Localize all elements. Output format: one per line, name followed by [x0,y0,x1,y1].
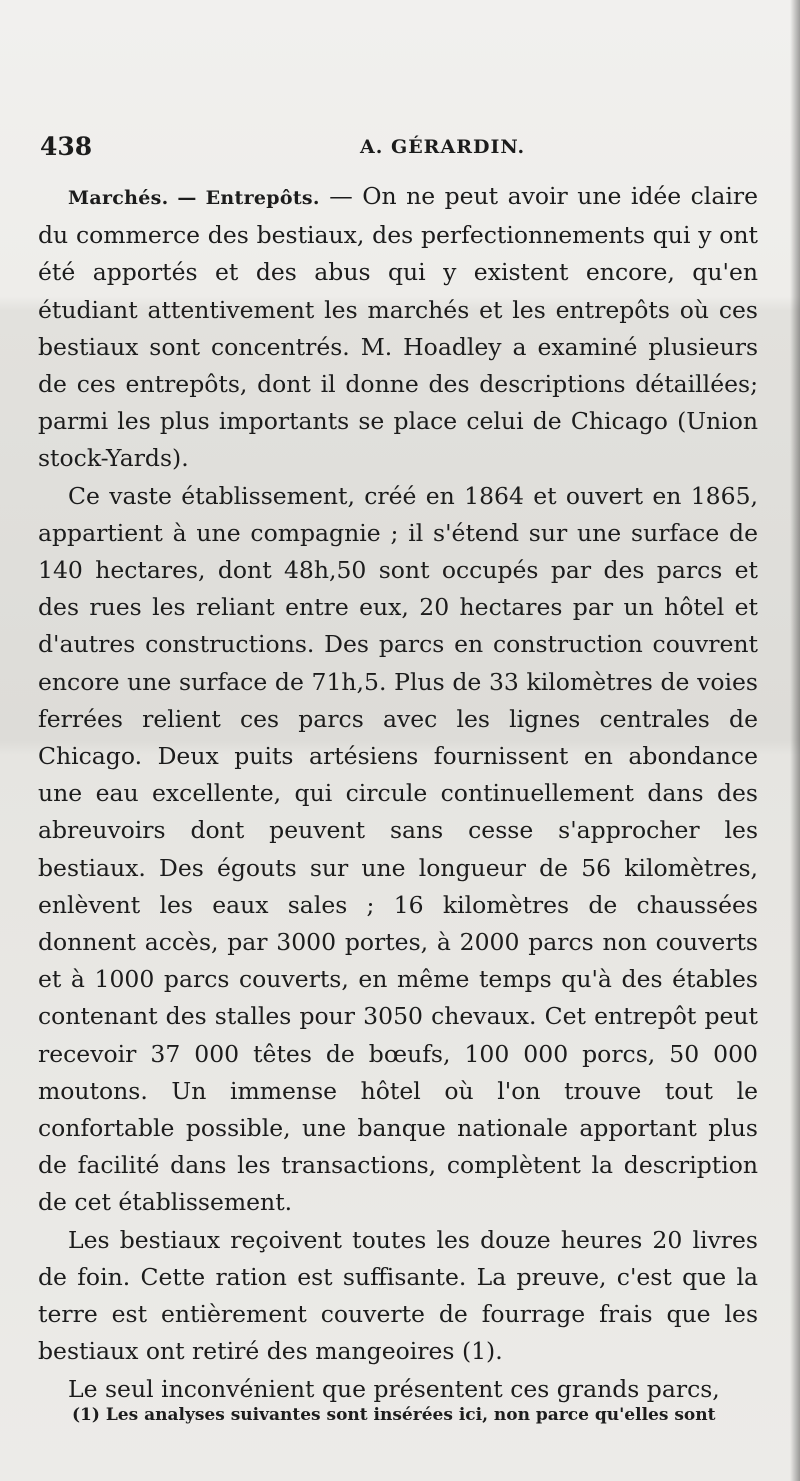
footnote: (1) Les analyses suivantes sont insérées ici, non parce qu'elles sont [72,1405,716,1425]
paragraph-2: Ce vaste établissement, créé en 1864 et ouvert en 1865, appartient à une compagnie ; il s'étend sur une surface de 140 hectares, dont 48h,50 sont occupés par des parcs et des rues les reliant entre eux, 20 hectares par un hôtel et d'autres constructions. Des parcs en construction couvrent encore une surface de 71h,5. Plus de 33 kilomètres de voies ferrées relient ces parcs avec les lignes centrales de Chicago. Deux puits artésiens fournissent en abondance une eau excellente, qui circule continuellement dans des abreuvoirs dont peuvent sans cesse s'approcher les bestiaux. Des égouts sur une longueur de 56 kilomètres, enlèvent les eaux sales ; 16 kilomètres de chaussées donnent accès, par 3000 portes, à 2000 parcs non couverts et à 1000 parcs couverts, en même temps qu'à des étables contenant des stalles pour 3050 chevaux. Cet entrepôt peut recevoir 37 000 têtes de bœufs, 100 000 porcs, 50 000 moutons. Un immense hôtel où l'on trouve tout le confortable possible, une banque nationale apportant plus de facilité dans les transactions, complètent la description de cet établissement. [38,481,758,1217]
paragraph-3: Les bestiaux reçoivent toutes les douze heures 20 livres de foin. Cette ration est suffisante. La preuve, c'est que la terre est entièrement couverte de fourrage frais que les bestiaux ont retiré des mangeoires (1). [38,1225,758,1366]
paragraph-1 [38,178,758,478]
page-number: 438 [40,132,93,161]
page-edge-shadow [790,0,800,1481]
page-header [40,132,760,172]
section-rubric: Marchés. — Entrepôts. [68,187,320,209]
paragraph-1-text: — On ne peut avoir une idée claire du commerce des bestiaux, des perfectionnements qui y ont été apportés et des abus qui y existent encore, qu'en étudiant attentivement les marchés et les entrepôts où ces bestiaux sont concentrés. M. Hoadley a examiné plusieurs de ces entrepôts, dont il donne des descriptions détaillées; parmi les plus importants se place celui de Chicago (Union stock-Yards). [38,182,758,473]
paragraph-4: Le seul inconvénient que présentent ces grands parcs, [68,1374,720,1403]
running-head: A. GÉRARDIN. [360,136,526,158]
main-text [38,178,758,1408]
